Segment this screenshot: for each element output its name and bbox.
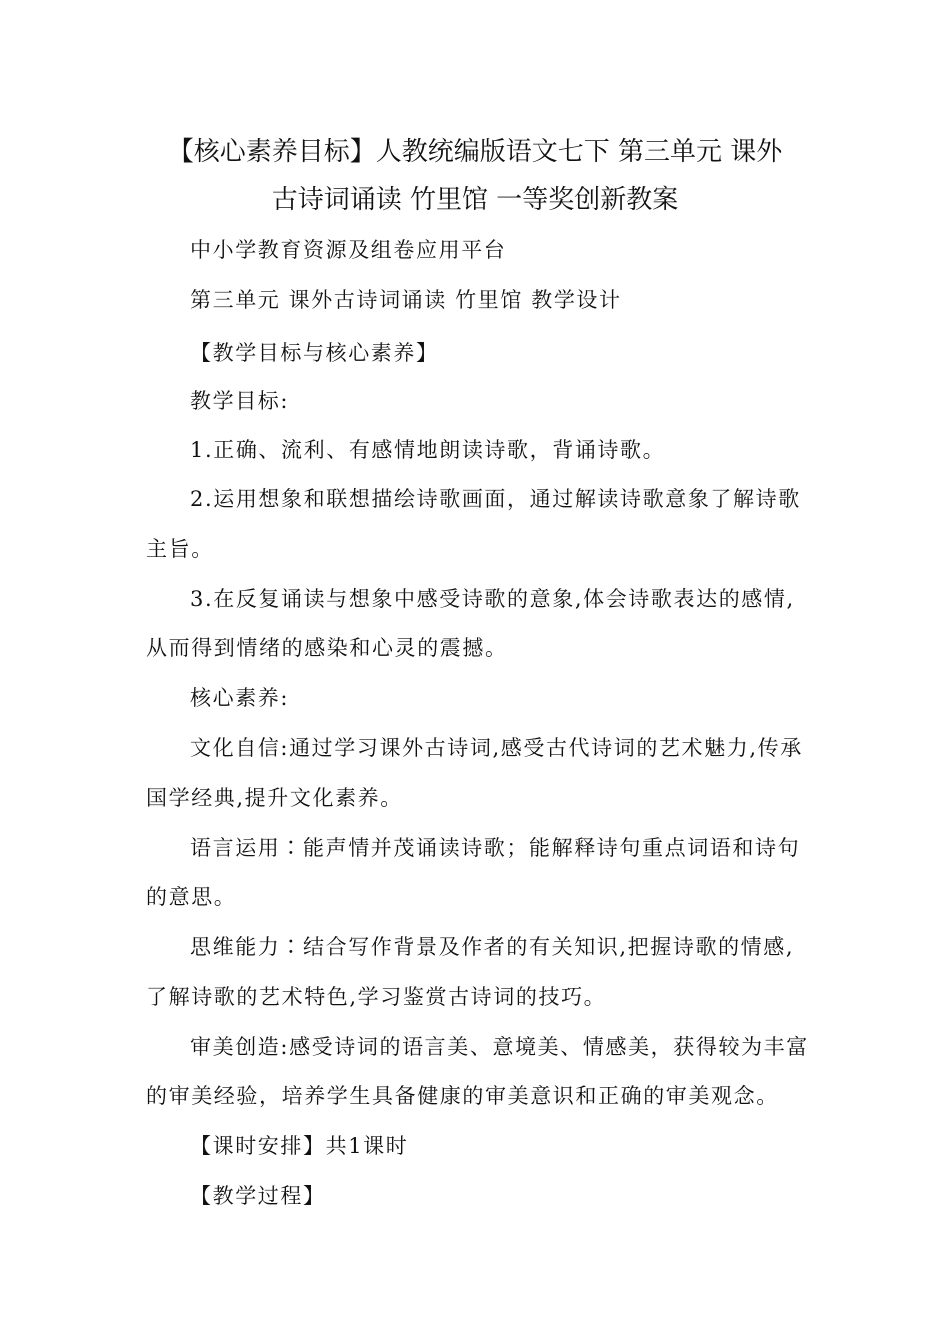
platform-name: 中小学教育资源及组卷应用平台 [190, 238, 507, 262]
goal-item-3: 3.在反复诵读与想象中感受诗歌的意象,体会诗歌表达的感情, [190, 587, 795, 611]
document-title-line-2: 古诗词诵读 竹里馆 一等奖创新教案 [271, 185, 679, 215]
goal-item-2-continued: 主旨。 [146, 537, 214, 561]
literacy-language: 语言运用∶能声情并茂诵读诗歌；能解释诗句重点词语和诗句 [190, 836, 801, 860]
literacy-culture: 文化自信:通过学习课外古诗词,感受古代诗词的艺术魅力,传承 [190, 736, 803, 760]
section-heading-goals: 【教学目标与核心素养】 [190, 341, 439, 365]
literacy-language-continued: 的意思。 [146, 885, 237, 909]
goal-item-2: 2.运用想象和联想描绘诗歌画面，通过解读诗歌意象了解诗歌 [190, 487, 801, 511]
section-heading-process: 【教学过程】 [190, 1184, 326, 1208]
document-title-line-1: 【核心素养目标】人教统编版语文七下 第三单元 课外 [167, 137, 783, 167]
section-heading-schedule: 【课时安排】共1课时 [190, 1134, 409, 1158]
literacy-thinking-continued: 了解诗歌的艺术特色,学习鉴赏古诗词的技巧。 [146, 985, 607, 1009]
literacy-aesthetics-continued: 的审美经验，培养学生具备健康的审美意识和正确的审美观念。 [146, 1084, 779, 1108]
goal-item-3-continued: 从而得到情绪的感染和心灵的震撼。 [146, 636, 508, 660]
lesson-heading: 第三单元 课外古诗词诵读 竹里馆 教学设计 [190, 288, 622, 312]
subheading-teaching-goals: 教学目标: [190, 389, 290, 413]
literacy-culture-continued: 国学经典,提升文化素养。 [146, 786, 403, 810]
subheading-core-literacy: 核心素养: [190, 686, 290, 710]
literacy-thinking: 思维能力∶结合写作背景及作者的有关知识,把握诗歌的情感, [190, 935, 795, 959]
goal-item-1: 1.正确、流利、有感情地朗读诗歌，背诵诗歌。 [190, 438, 666, 462]
literacy-aesthetics: 审美创造:感受诗词的语言美、意境美、情感美，获得较为丰富 [190, 1035, 809, 1059]
